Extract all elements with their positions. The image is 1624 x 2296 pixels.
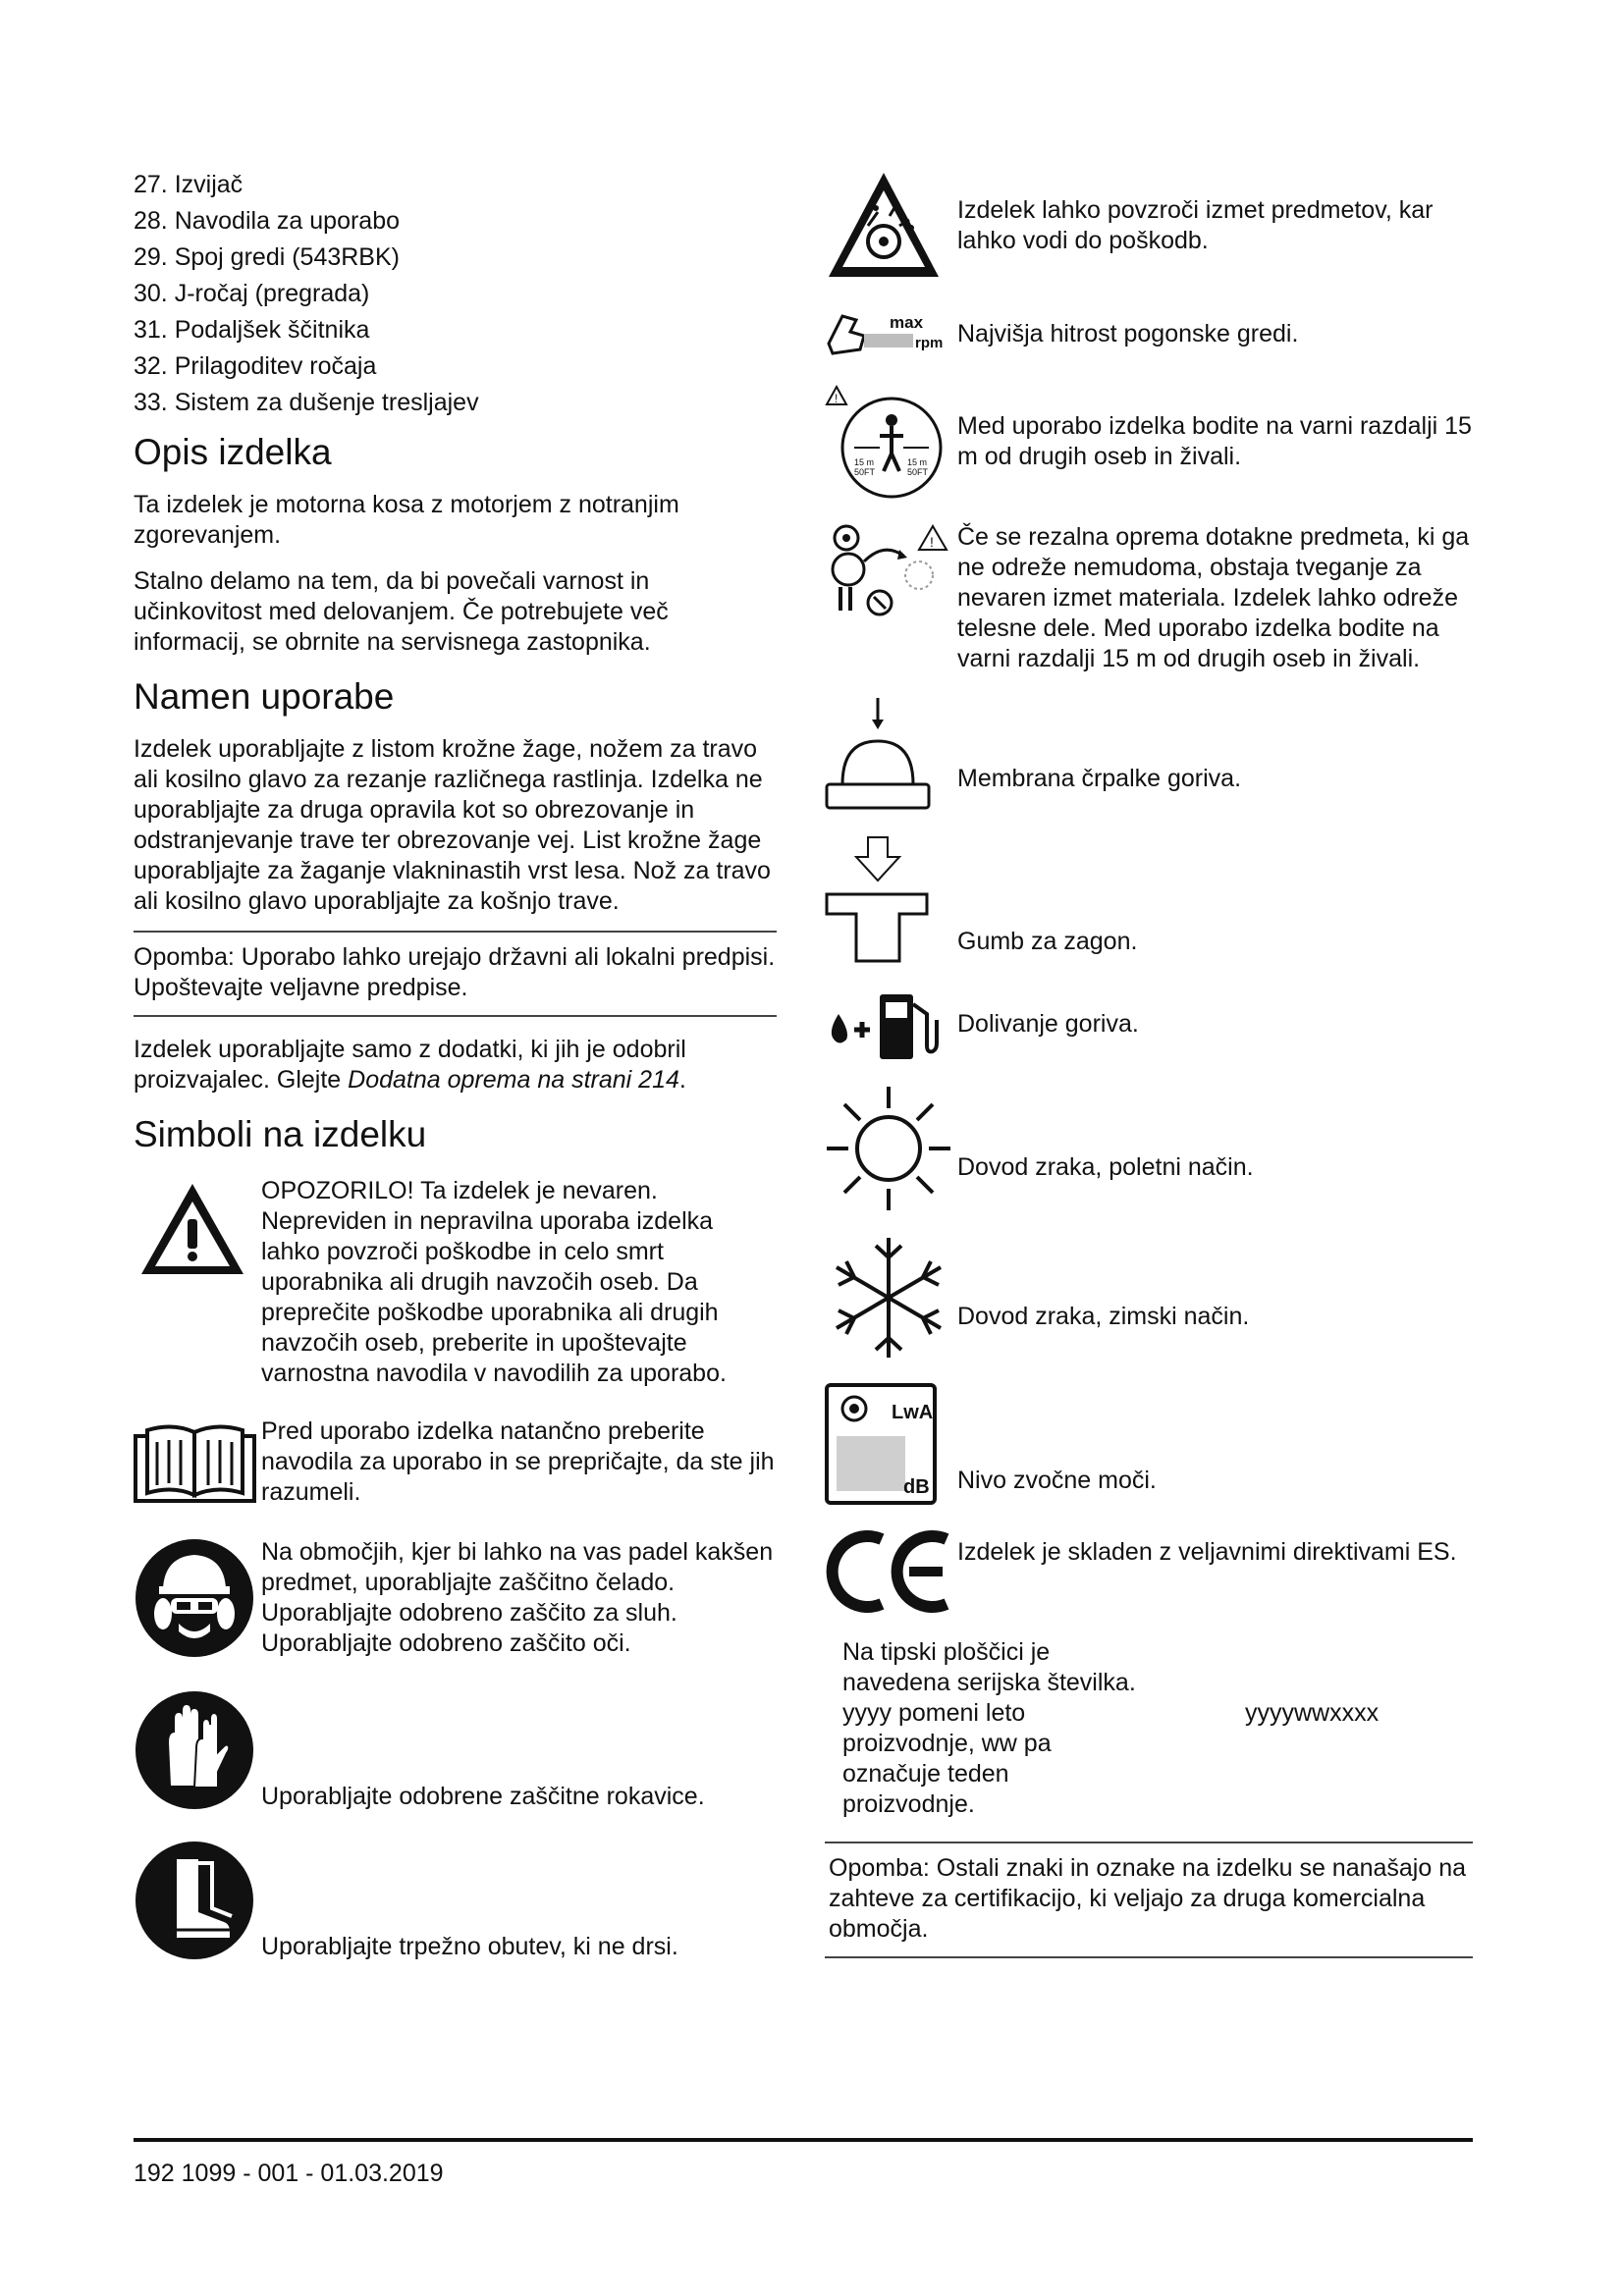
symbol-row	[825, 696, 1473, 814]
symbol-text: OPOZORILO! Ta izdelek je nevaren. Nepreviden in nepravilna uporaba izdelka lahko povzroči poškodbe in celo smrt uporabnika ali drugih navzočih oseb. Da preprečite poškodbe uporabnika ali drugih navzočih oseb, preberite in upoštevajte varnostna navodila v navodilih za uporabo.	[261, 1177, 727, 1387]
opis-paragraph-1: Ta izdelek je motorna kosa z motorjem z notranjim zgorevanjem.	[134, 491, 679, 549]
ce-mark-icon	[825, 1527, 957, 1616]
list-item: 27. Izvijač	[134, 171, 244, 198]
symbol-text: Nivo zvočne moči.	[957, 1467, 1157, 1494]
symbol-row	[134, 1416, 777, 1508]
opis-paragraph-2: Stalno delamo na tem, da bi povečali varnost in učinkovitost med delovanjem. Če potrebujete več informacij, se obrnite na servisnega zastopnika.	[134, 567, 669, 656]
list-item: 28. Navodila za uporabo	[134, 207, 401, 235]
symbol-text: Dolivanje goriva.	[957, 1009, 1139, 1038]
heading-simboli: Simboli na izdelku	[134, 1114, 427, 1154]
sun-icon	[825, 1085, 957, 1212]
fuel-pump-membrane-icon	[825, 696, 957, 814]
start-button-icon	[825, 835, 957, 963]
symbol-row	[825, 1383, 1473, 1506]
symbol-text: Če se rezalna oprema dotakne predmeta, ki ga ne odreže nemudoma, obstaja tveganje za nevaren izmet materiala. Izdelek lahko odreže telesne dele. Med uporabo izdelka bodite na varni razdalji 15 m od drugih oseb in živali.	[957, 523, 1470, 672]
manual-book-icon	[134, 1416, 261, 1505]
symbol-text: Uporabljajte trpežno obutev, ki ne drsi.	[261, 1933, 678, 1960]
symbol-text: Izdelek je skladen z veljavnimi direktivami ES.	[957, 1538, 1457, 1566]
refuel-icon	[825, 985, 957, 1063]
symbol-row	[825, 1085, 1473, 1212]
symbol-row	[825, 1527, 1473, 1616]
svg-text:15 m: 15 m	[854, 457, 875, 467]
note-box	[134, 931, 777, 1017]
db-label: dB	[903, 1476, 930, 1498]
symbol-row	[134, 1537, 777, 1660]
list-item: 33. Sistem za dušenje tresljajev	[134, 389, 479, 416]
symbol-row	[134, 1689, 777, 1812]
note-label: Opomba:	[829, 1854, 930, 1882]
symbol-row	[825, 835, 1473, 963]
list-item: 32. Prilagoditev ročaja	[134, 352, 377, 380]
helmet-protection-icon	[134, 1537, 261, 1660]
symbol-row	[825, 1234, 1473, 1362]
symbol-text: Najvišja hitrost pogonske gredi.	[957, 319, 1299, 347]
gloves-icon	[134, 1689, 261, 1812]
svg-text:50FT: 50FT	[907, 467, 929, 477]
note-text: Uporabo lahko urejajo državni ali lokalni predpisi. Upoštevajte veljavne predpise.	[134, 943, 776, 1001]
blade-thrust-icon	[825, 522, 957, 620]
safe-distance-icon	[825, 383, 957, 501]
svg-text:!: !	[930, 534, 934, 550]
symbol-row	[825, 167, 1473, 285]
note-label: Opomba:	[134, 943, 235, 971]
note-text: Ostali znaki in oznake na izdelku se nanašajo na zahteve za certifikacijo, ki veljajo za druga komercialna območja.	[829, 1854, 1467, 1943]
warning-triangle-icon	[134, 1176, 261, 1284]
snowflake-icon	[825, 1234, 957, 1362]
heading-opis: Opis izdelka	[134, 432, 332, 472]
symbol-text: Dovod zraka, zimski način.	[957, 1303, 1250, 1330]
symbol-text: Izdelek lahko povzroči izmet predmetov, kar lahko vodi do poškodb.	[957, 196, 1434, 254]
list-item: 29. Spoj gredi (543RBK)	[134, 243, 400, 271]
namen-p2-suffix: .	[678, 1066, 686, 1094]
symbol-row	[134, 1840, 777, 1962]
symbol-row	[825, 522, 1473, 674]
symbol-text: Uporabljajte odobrene zaščitne rokavice.	[261, 1783, 705, 1810]
parts-list	[134, 167, 777, 421]
sound-power-icon	[825, 1383, 957, 1506]
list-item: 30. J-ročaj (pregrada)	[134, 280, 370, 307]
namen-paragraph-1: Izdelek uporabljajte z listom krožne žage, nožem za travo ali kosilno glavo za rezanje različnega rastlinja. Izdelka ne uporabljajte za druga opravila kot so obrezovanje in odstranjevanje trave ter obrezovanje vej. List krožne žage uporabljajte za žaganje vlakninastih vrst lesa. Nož za travo ali kosilno glavo uporabljajte za košnjo trave.	[134, 735, 771, 915]
symbol-text: Pred uporabo izdelka natančno preberite navodila za uporabo in se prepričajte, da ste jih razumeli.	[261, 1417, 775, 1506]
serial-block	[825, 1637, 1473, 1820]
symbol-row	[134, 1176, 777, 1389]
heading-namen: Namen uporabe	[134, 676, 395, 717]
boots-icon	[134, 1840, 261, 1962]
svg-text:50FT: 50FT	[854, 467, 876, 477]
svg-text:!: !	[835, 392, 839, 405]
serial-text: Na tipski ploščici je navedena serijska številka. yyyy pomeni leto proizvodnje, ww pa označuje teden proizvodnje.	[842, 1638, 1136, 1818]
footer-doc-number: 192 1099 - 001 - 01.03.2019	[134, 2160, 444, 2187]
svg-text:15 m: 15 m	[907, 457, 928, 467]
namen-p2-prefix: Izdelek uporabljajte samo z dodatki, ki jih je odobril proizvajalec. Glejte	[134, 1036, 686, 1094]
thrown-objects-icon	[825, 167, 957, 285]
symbol-text: Dovod zraka, poletni način.	[957, 1153, 1254, 1181]
max-rpm-icon	[825, 306, 957, 361]
cross-reference-link[interactable]: Dodatna oprema na strani 214	[348, 1066, 679, 1094]
symbol-text: Med uporabo izdelka bodite na varni razdalji 15 m od drugih oseb in živali.	[957, 412, 1472, 470]
right-column	[825, 167, 1473, 1958]
note-box	[825, 1842, 1473, 1958]
symbol-text: Membrana črpalke goriva.	[957, 765, 1242, 792]
symbol-text: Gumb za zagon.	[957, 928, 1138, 955]
list-item: 31. Podaljšek ščitnika	[134, 316, 370, 344]
footer-divider	[134, 2138, 1473, 2142]
namen-paragraph-2	[134, 1035, 777, 1095]
rpm-label: rpm	[915, 335, 944, 351]
max-label: max	[890, 313, 924, 332]
symbol-row	[825, 985, 1473, 1063]
symbol-row	[825, 383, 1473, 501]
symbol-text: Na območjih, kjer bi lahko na vas padel kakšen predmet, uporabljajte zaščitno čelado. Uporabljajte odobreno zaščito za sluh. Uporabljajte odobreno zaščito oči.	[261, 1538, 774, 1657]
lwa-label: LwA	[892, 1402, 934, 1423]
serial-code: yyyywwxxxx	[1245, 1699, 1380, 1727]
left-column	[134, 167, 777, 1962]
symbol-row	[825, 306, 1473, 361]
